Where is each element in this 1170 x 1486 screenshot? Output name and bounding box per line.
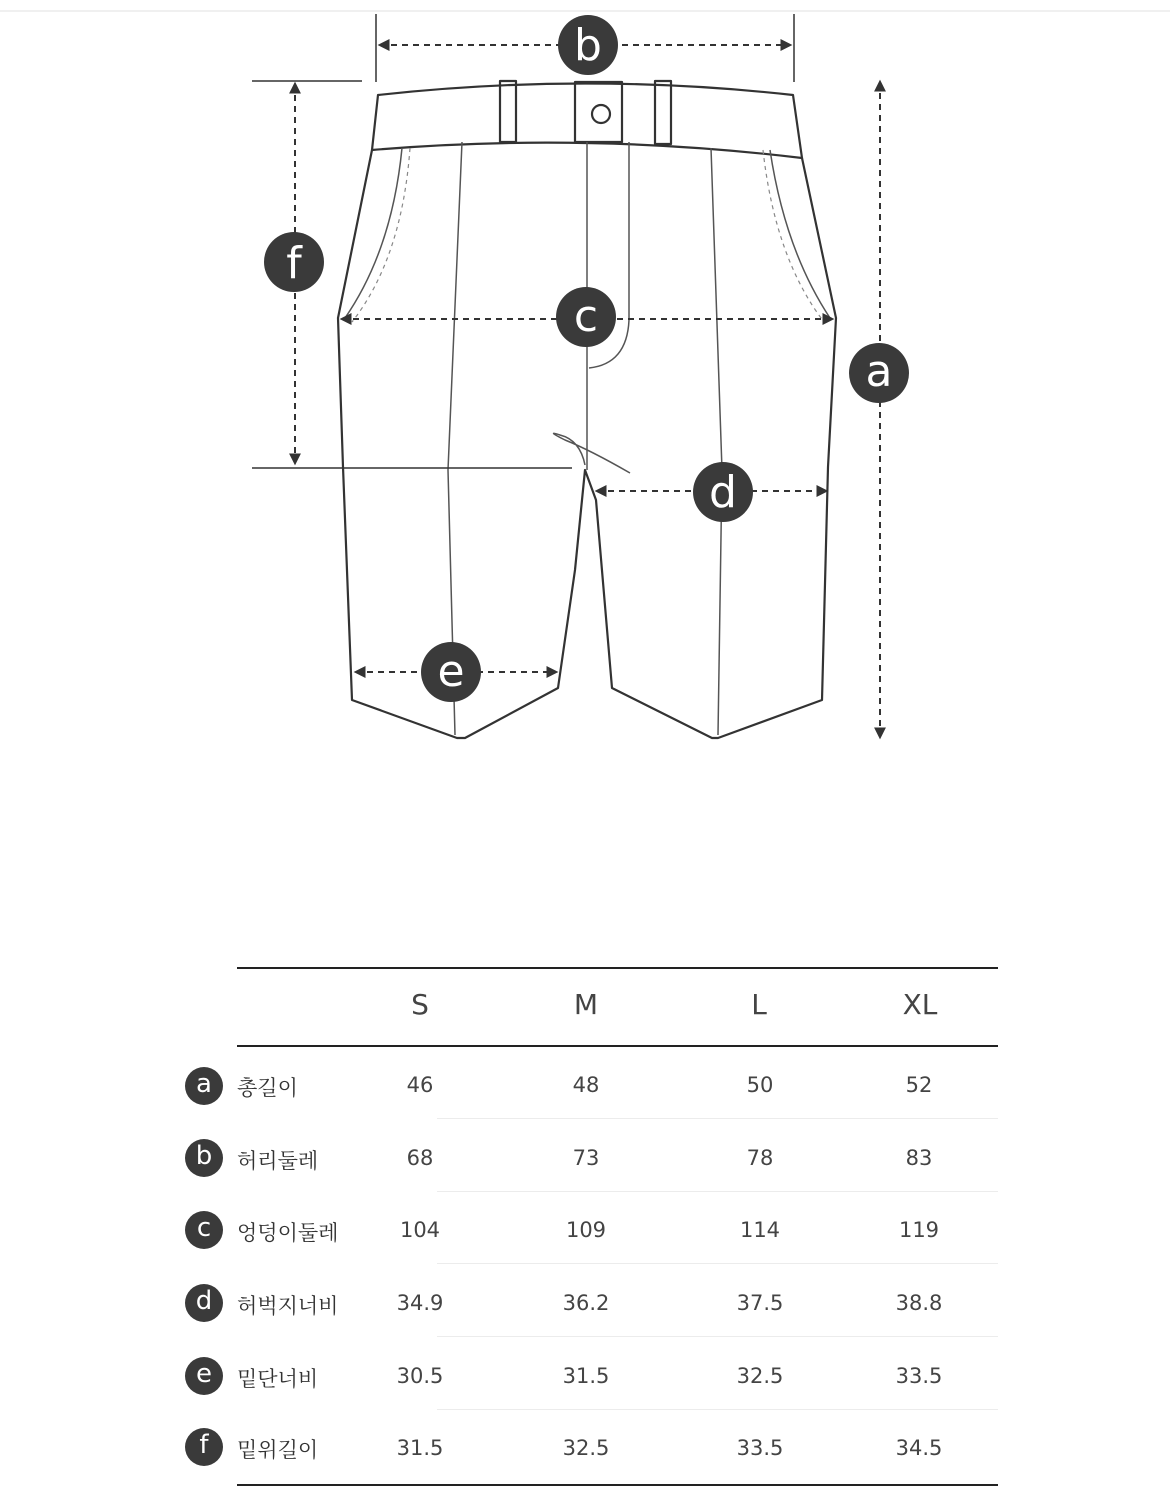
table-header-rule bbox=[237, 1045, 998, 1047]
cell-e-s: 30.5 bbox=[396, 1364, 444, 1388]
row-badge-b: b bbox=[185, 1139, 223, 1177]
row-divider bbox=[437, 1336, 998, 1337]
size-header-m: M bbox=[573, 988, 599, 1021]
badge-b bbox=[558, 15, 618, 75]
reference-lines bbox=[252, 14, 794, 468]
cell-c-m: 109 bbox=[565, 1218, 607, 1242]
cell-e-xl: 33.5 bbox=[895, 1364, 943, 1388]
row-label-thigh: 허벅지너비 bbox=[237, 1294, 339, 1318]
svg-text:e: e bbox=[437, 646, 465, 697]
cell-a-l: 50 bbox=[746, 1073, 774, 1097]
cell-d-xl: 38.8 bbox=[895, 1291, 943, 1315]
row-label-rise: 밑위길이 bbox=[237, 1438, 319, 1462]
cell-e-m: 31.5 bbox=[562, 1364, 610, 1388]
cell-d-s: 34.9 bbox=[396, 1291, 444, 1315]
row-label-hip: 엉덩이둘레 bbox=[237, 1221, 339, 1245]
shorts-details bbox=[345, 142, 830, 735]
badge-f bbox=[264, 232, 324, 292]
row-label-hem: 밑단너비 bbox=[237, 1367, 319, 1391]
size-header-s: S bbox=[411, 988, 429, 1021]
cell-a-xl: 52 bbox=[905, 1073, 933, 1097]
svg-text:b: b bbox=[574, 20, 602, 71]
cell-f-xl: 34.5 bbox=[895, 1436, 943, 1460]
badge-c bbox=[556, 287, 616, 347]
row-badge-d: d bbox=[185, 1284, 223, 1322]
cell-b-s: 68 bbox=[406, 1146, 434, 1170]
row-divider bbox=[437, 1409, 998, 1410]
row-divider bbox=[437, 1191, 998, 1192]
row-label-total-length: 총길이 bbox=[237, 1076, 298, 1100]
cell-a-m: 48 bbox=[572, 1073, 600, 1097]
badge-e bbox=[421, 642, 481, 702]
cell-d-m: 36.2 bbox=[562, 1291, 610, 1315]
svg-text:a: a bbox=[865, 346, 893, 397]
cell-c-s: 104 bbox=[399, 1218, 441, 1242]
row-badge-f: f bbox=[185, 1428, 223, 1466]
table-bottom-rule bbox=[237, 1484, 998, 1486]
row-badge-c: c bbox=[185, 1211, 223, 1249]
cell-b-m: 73 bbox=[572, 1146, 600, 1170]
badge-a bbox=[849, 343, 909, 403]
cell-e-l: 32.5 bbox=[736, 1364, 784, 1388]
row-divider bbox=[437, 1118, 998, 1119]
cell-b-l: 78 bbox=[746, 1146, 774, 1170]
cell-f-s: 31.5 bbox=[396, 1436, 444, 1460]
cell-d-l: 37.5 bbox=[736, 1291, 784, 1315]
size-header-xl: XL bbox=[902, 988, 938, 1021]
cell-c-xl: 119 bbox=[898, 1218, 940, 1242]
row-divider bbox=[437, 1263, 998, 1264]
row-label-waist: 허리둘레 bbox=[237, 1149, 319, 1173]
cell-a-s: 46 bbox=[406, 1073, 434, 1097]
svg-text:d: d bbox=[709, 467, 737, 518]
size-header-l: L bbox=[751, 988, 767, 1021]
cell-f-m: 32.5 bbox=[562, 1436, 610, 1460]
cell-f-l: 33.5 bbox=[736, 1436, 784, 1460]
table-top-rule bbox=[237, 967, 998, 969]
row-badge-a: a bbox=[185, 1067, 223, 1105]
cell-c-l: 114 bbox=[739, 1218, 781, 1242]
cell-b-xl: 83 bbox=[905, 1146, 933, 1170]
badge-d bbox=[693, 462, 753, 522]
svg-text:c: c bbox=[573, 291, 599, 342]
row-badge-e: e bbox=[185, 1357, 223, 1395]
svg-text:f: f bbox=[286, 238, 302, 289]
